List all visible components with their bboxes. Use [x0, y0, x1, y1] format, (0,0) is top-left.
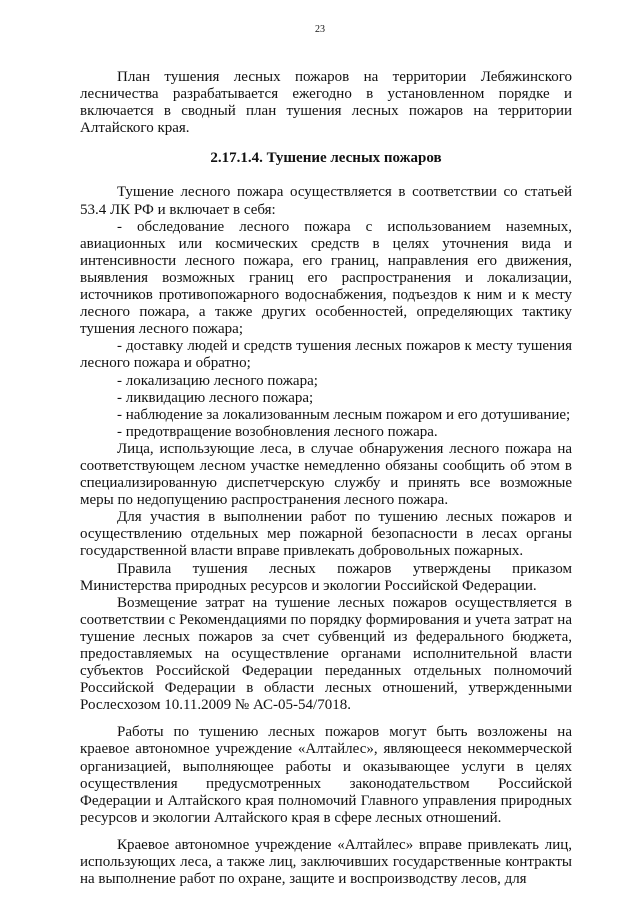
- list-item: - локализацию лесного пожара;: [117, 372, 318, 389]
- paragraph-persons: Лица, использующие леса, в случае обнаружения лесного пожара на соответствующем лесном участке немедленно обязаны сообщить об этом в специализированную диспетчерскую службу и принять все возможные меры по недопущению распространения лесного пожара.: [80, 440, 572, 509]
- paragraph-intro: Тушение лесного пожара осуществляется в соответствии со статьей 53.4 ЛК РФ и включает в себя:: [80, 184, 572, 218]
- paragraph-volunteers: Для участия в выполнении работ по тушению лесных пожаров и осуществлению отдельных мер пожарной безопасности в лесах органы государственной власти вправе привлекать добровольных пожарных.: [80, 509, 572, 560]
- list-item: - наблюдение за локализованным лесным пожаром и его дотушивание;: [117, 406, 571, 423]
- section-heading: 2.17.1.4. Тушение лесных пожаров: [210, 150, 442, 167]
- paragraph-last: Краевое автономное учреждение «Алтайлес» вправе привлекать лиц, использующих леса, а также лиц, заключивших государственные контракты на выполнение работ по охране, защите и воспроизводству лесов, для: [80, 836, 572, 888]
- list-item: - доставку людей и средств тушения лесных пожаров к месту тушения лесного пожара и обратно;: [80, 338, 572, 372]
- list-item: - ликвидацию лесного пожара;: [117, 389, 314, 406]
- paragraph-costs: Возмещение затрат на тушение лесных пожаров осуществляется в соответствии с Рекомендациями по порядку формирования и учета затрат на тушение лесных пожаров за счет субвенций из федерального бюджета, предоставляемых на осуществление органами исполнительной власти субъектов Российской Федерации переданных отдельных полномочий Российской Федерации в области лесных отношений, утвержденными Рослесхозом 10.11.2009 № АС-05-54/7018.: [80, 594, 572, 714]
- list-item: - предотвращение возобновления лесного пожара.: [117, 423, 438, 440]
- paragraph-altailes: Работы по тушению лесных пожаров могут быть возложены на краевое автономное учреждение «Алтайлес», являющееся некоммерческой организацией, выполняющее работы и оказывающее услуги в целях осуществления предусмотренных законодательством Российской Федерации и Алтайского края полномочий Главного управления природных ресурсов и экологии Алтайского края в сфере лесных отношений.: [80, 724, 572, 826]
- paragraph-plan: План тушения лесных пожаров на территории Лебяжинского лесничества разрабатывается ежегодно в установленном порядке и включается в сводный план тушения лесных пожаров на территории Алтайского края.: [80, 69, 572, 137]
- list-item: - обследование лесного пожара с использованием наземных, авиационных или космических средств в целях уточнения вида и интенсивности лесного пожара, его границ, направления его движения, выявления возможных границ его распространения и локализации, источников противопожарного водоснабжения, подъездов к ним и к месту лесного пожара, а также других особенностей, определяющих тактику тушения лесного пожара;: [80, 218, 572, 338]
- page-number: 23: [315, 24, 325, 35]
- page-content: [80, 69, 572, 888]
- paragraph-rules: Правила тушения лесных пожаров утверждены приказом Министерства природных ресурсов и экологии Российской Федерации.: [80, 560, 572, 594]
